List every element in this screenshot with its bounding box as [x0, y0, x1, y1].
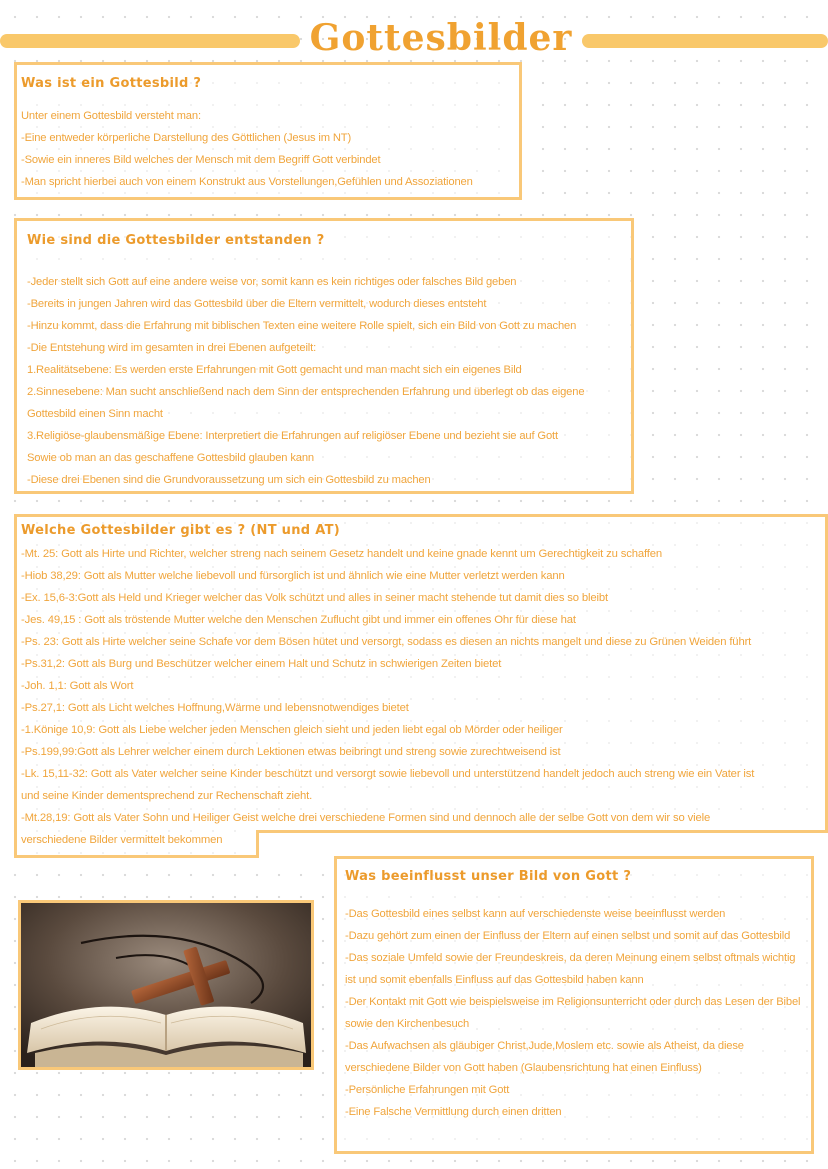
influence-paragraph: -Das Gottesbild eines selbst kann auf verschiedenste weise beeinflusst werden	[345, 908, 726, 920]
influence-paragraph: -Der Kontakt mit Gott wie beispielsweise im Religionsunterricht oder durch das Lesen der Bibel sowie den Kirchenbesuch	[345, 996, 801, 1030]
influence-paragraph: -Eine Falsche Vermittlung durch einen dritten	[345, 1106, 562, 1118]
definition-line: Unter einem Gottesbild versteht man:	[21, 110, 201, 122]
origin-line: -Diese drei Ebenen sind die Grundvoraussetzung um sich ein Gottesbild zu machen	[27, 474, 431, 486]
title-underline-right	[582, 34, 828, 48]
influence-paragraph: -Das Aufwachsen als gläubiger Christ,Jude,Moslem etc. sowie als Atheist, da diese verschiedene Bilder von Gott haben (Glaubensrichtung hat einen Einfluss)	[345, 1040, 744, 1074]
origin-line: 1.Realitätsebene: Es werden erste Erfahrungen mit Gott gemacht und man macht sich ein eigenes Bild	[27, 364, 522, 376]
cross-on-bible-image	[21, 903, 311, 1067]
types-line: -Mt.28,19: Gott als Vater Sohn und Heiliger Geist welche drei verschiedene Formen sind und dennoch alle der selbe Gott von dem wir so viele	[21, 812, 711, 824]
origin-line: -Jeder stellt sich Gott auf eine andere weise vor, somit kann es kein richtiges oder falsches Bild geben	[27, 276, 517, 288]
types-line: -Ps.31,2: Gott als Burg und Beschützer welcher einem Halt und Schutz in schwierigen Zeiten bietet	[21, 658, 502, 670]
types-line: -Ps.199,99:Gott als Lehrer welcher einem durch Lektionen etwas beibringt und streng sowie zurechtweisend ist	[21, 746, 561, 758]
cross-bible-photo	[18, 900, 314, 1070]
definition-heading: Was ist ein Gottesbild ?	[21, 76, 202, 91]
page-title: Gottesbilder	[309, 17, 573, 59]
definition-line: -Man spricht hierbei auch von einem Konstrukt aus Vorstellungen,Gefühlen und Assoziationen	[21, 176, 473, 188]
types-line: -Joh. 1,1: Gott als Wort	[21, 680, 134, 692]
origin-line: 2.Sinnesebene: Man sucht anschließend nach dem Sinn der entsprechenden Erfahrung und überlegt ob das eigene	[27, 386, 585, 398]
types-heading: Welche Gottesbilder gibt es ? (NT und AT)	[21, 523, 340, 538]
origin-line: -Hinzu kommt, dass die Erfahrung mit biblischen Texten eine weitere Rolle spielt, sich ein Bild von Gott zu machen	[27, 320, 577, 332]
influence-paragraph: -Dazu gehört zum einen der Einfluss der Eltern auf einen selbst und somit auf das Gottesbild	[345, 930, 791, 942]
definition-line: -Eine entweder körperliche Darstellung des Göttlichen (Jesus im NT)	[21, 132, 352, 144]
influence-section	[334, 856, 814, 1154]
origin-line: Sowie ob man an das geschaffene Gottesbild glauben kann	[27, 452, 314, 464]
influence-heading: Was beeinflusst unser Bild von Gott ?	[345, 869, 632, 884]
origin-line: Gottesbild einen Sinn macht	[27, 408, 163, 420]
types-line: -Ps.27,1: Gott als Licht welches Hoffnung,Wärme und lebensnotwendiges bietet	[21, 702, 409, 714]
origin-line: 3.Religiöse-glaubensmäßige Ebene: Interpretiert die Erfahrungen auf religiöser Ebene und bezieht sie auf Gott	[27, 430, 558, 442]
title-underline-left	[0, 34, 300, 48]
types-line: -Jes. 49,15 : Gott als tröstende Mutter welche den Menschen Zuflucht gibt und immer ein offenes Ohr für diese hat	[21, 614, 576, 626]
influence-paragraph: -Persönliche Erfahrungen mit Gott	[345, 1084, 510, 1096]
types-line: -Mt. 25: Gott als Hirte und Richter, welcher streng nach seinem Gesetz handelt und keine gnade kennt um Gerechtigkeit zu schaffen	[21, 548, 663, 560]
definition-section	[14, 62, 522, 200]
origin-heading: Wie sind die Gottesbilder entstanden ?	[27, 233, 325, 248]
types-line: -Ex. 15,6-3:Gott als Held und Krieger welcher das Volk schützt und alles in seiner macht stehende tut damit dies so bleibt	[21, 592, 609, 604]
definition-line: -Sowie ein inneres Bild welches der Mensch mit dem Begriff Gott verbindet	[21, 154, 381, 166]
influence-paragraph: -Das soziale Umfeld sowie der Freundeskreis, da deren Meinung einem selbst oftmals wichtig ist und somit ebenfalls Einfluss auf das Gottesbild haben kann	[345, 952, 796, 986]
types-line: -1.Könige 10,9: Gott als Liebe welcher jeden Menschen gleich sieht und jeden liebt egal ob Mörder oder heiliger	[21, 724, 563, 736]
origin-section	[14, 218, 634, 494]
origin-line: -Die Entstehung wird im gesamten in drei Ebenen aufgeteilt:	[27, 342, 317, 354]
origin-line: -Bereits in jungen Jahren wird das Gottesbild über die Eltern vermittelt, wodurch dieses entsteht	[27, 298, 487, 310]
types-section	[14, 514, 828, 858]
types-line: verschiedene Bilder vermittelt bekommen	[21, 834, 223, 846]
box-corner-cutout	[256, 830, 828, 858]
types-line: -Hiob 38,29: Gott als Mutter welche liebevoll und fürsorglich ist und ähnlich wie eine Mutter verletzt werden kann	[21, 570, 565, 582]
types-line: und seine Kinder dementsprechend zur Rechenschaft zieht.	[21, 790, 313, 802]
types-line: -Lk. 15,11-32: Gott als Vater welcher seine Kinder beschützt und versorgt sowie liebevoll und unterstützend handelt jedoch auch streng wie ein Vater ist	[21, 768, 755, 780]
types-line: -Ps. 23: Gott als Hirte welcher seine Schafe vor dem Bösen hütet und versorgt, sodass es diesen an nichts mangelt und diese zu Grünen Weiden führt	[21, 636, 752, 648]
